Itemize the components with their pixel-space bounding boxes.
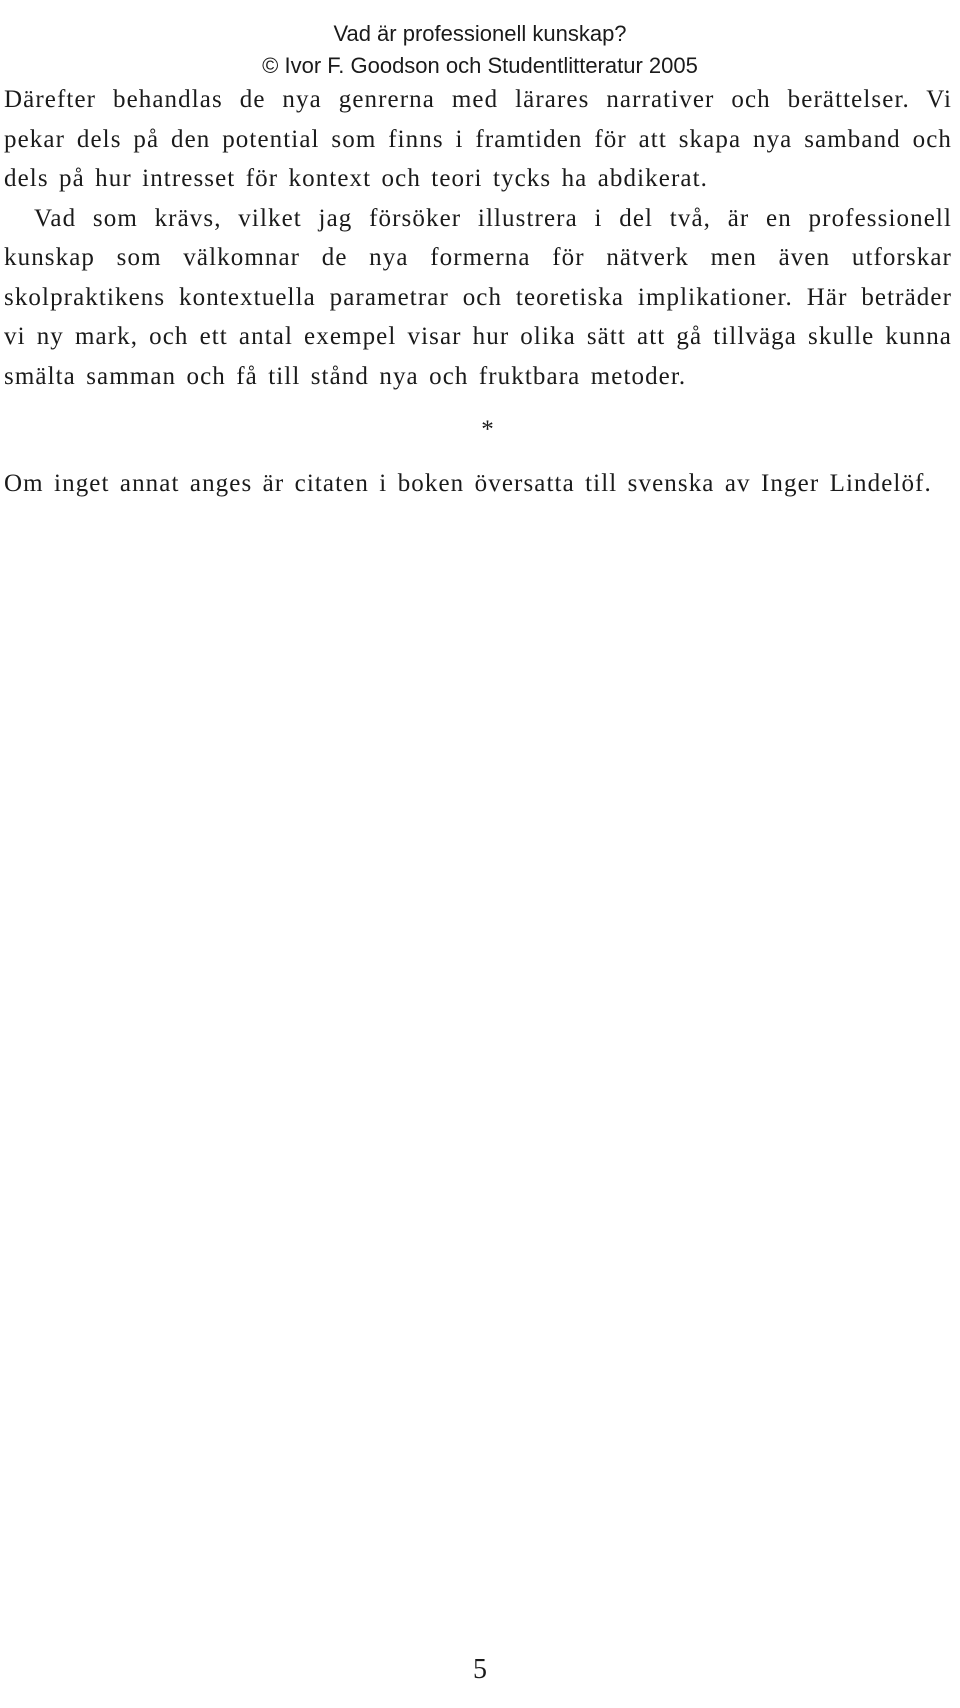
section-separator: * <box>481 416 495 443</box>
paragraph: Vad som krävs, vilket jag försöker illustrera i del två, är en professionell kunskap som välkomnar de nya formerna för nätverk men även utforskar skolpraktikens kontextuella parametrar och teoretiska implikationer. Här beträder vi ny mark, och ett antal exempel visar hur olika sätt att gå tillväga skulle kunna smälta samman och få till stånd nya och fruktbara metoder. <box>4 204 952 390</box>
book-title: Vad är professionell kunskap? <box>333 21 627 46</box>
paragraph: Därefter behandlas de nya genrerna med lärares narrativer och berättelser. Vi pekar dels på den potential som finns i framtiden för att skapa nya samband och dels på hur intresset för kontext och teori tycks ha abdikerat. <box>4 86 952 192</box>
copyright-line: © Ivor F. Goodson och Studentlitteratur 2005 <box>262 53 698 78</box>
translation-note: Om inget annat anges är citaten i boken översatta till svenska av Inger Lindelöf. <box>4 470 932 497</box>
page-number: 5 <box>473 1654 487 1685</box>
page-body <box>4 80 952 504</box>
running-header <box>0 18 960 82</box>
